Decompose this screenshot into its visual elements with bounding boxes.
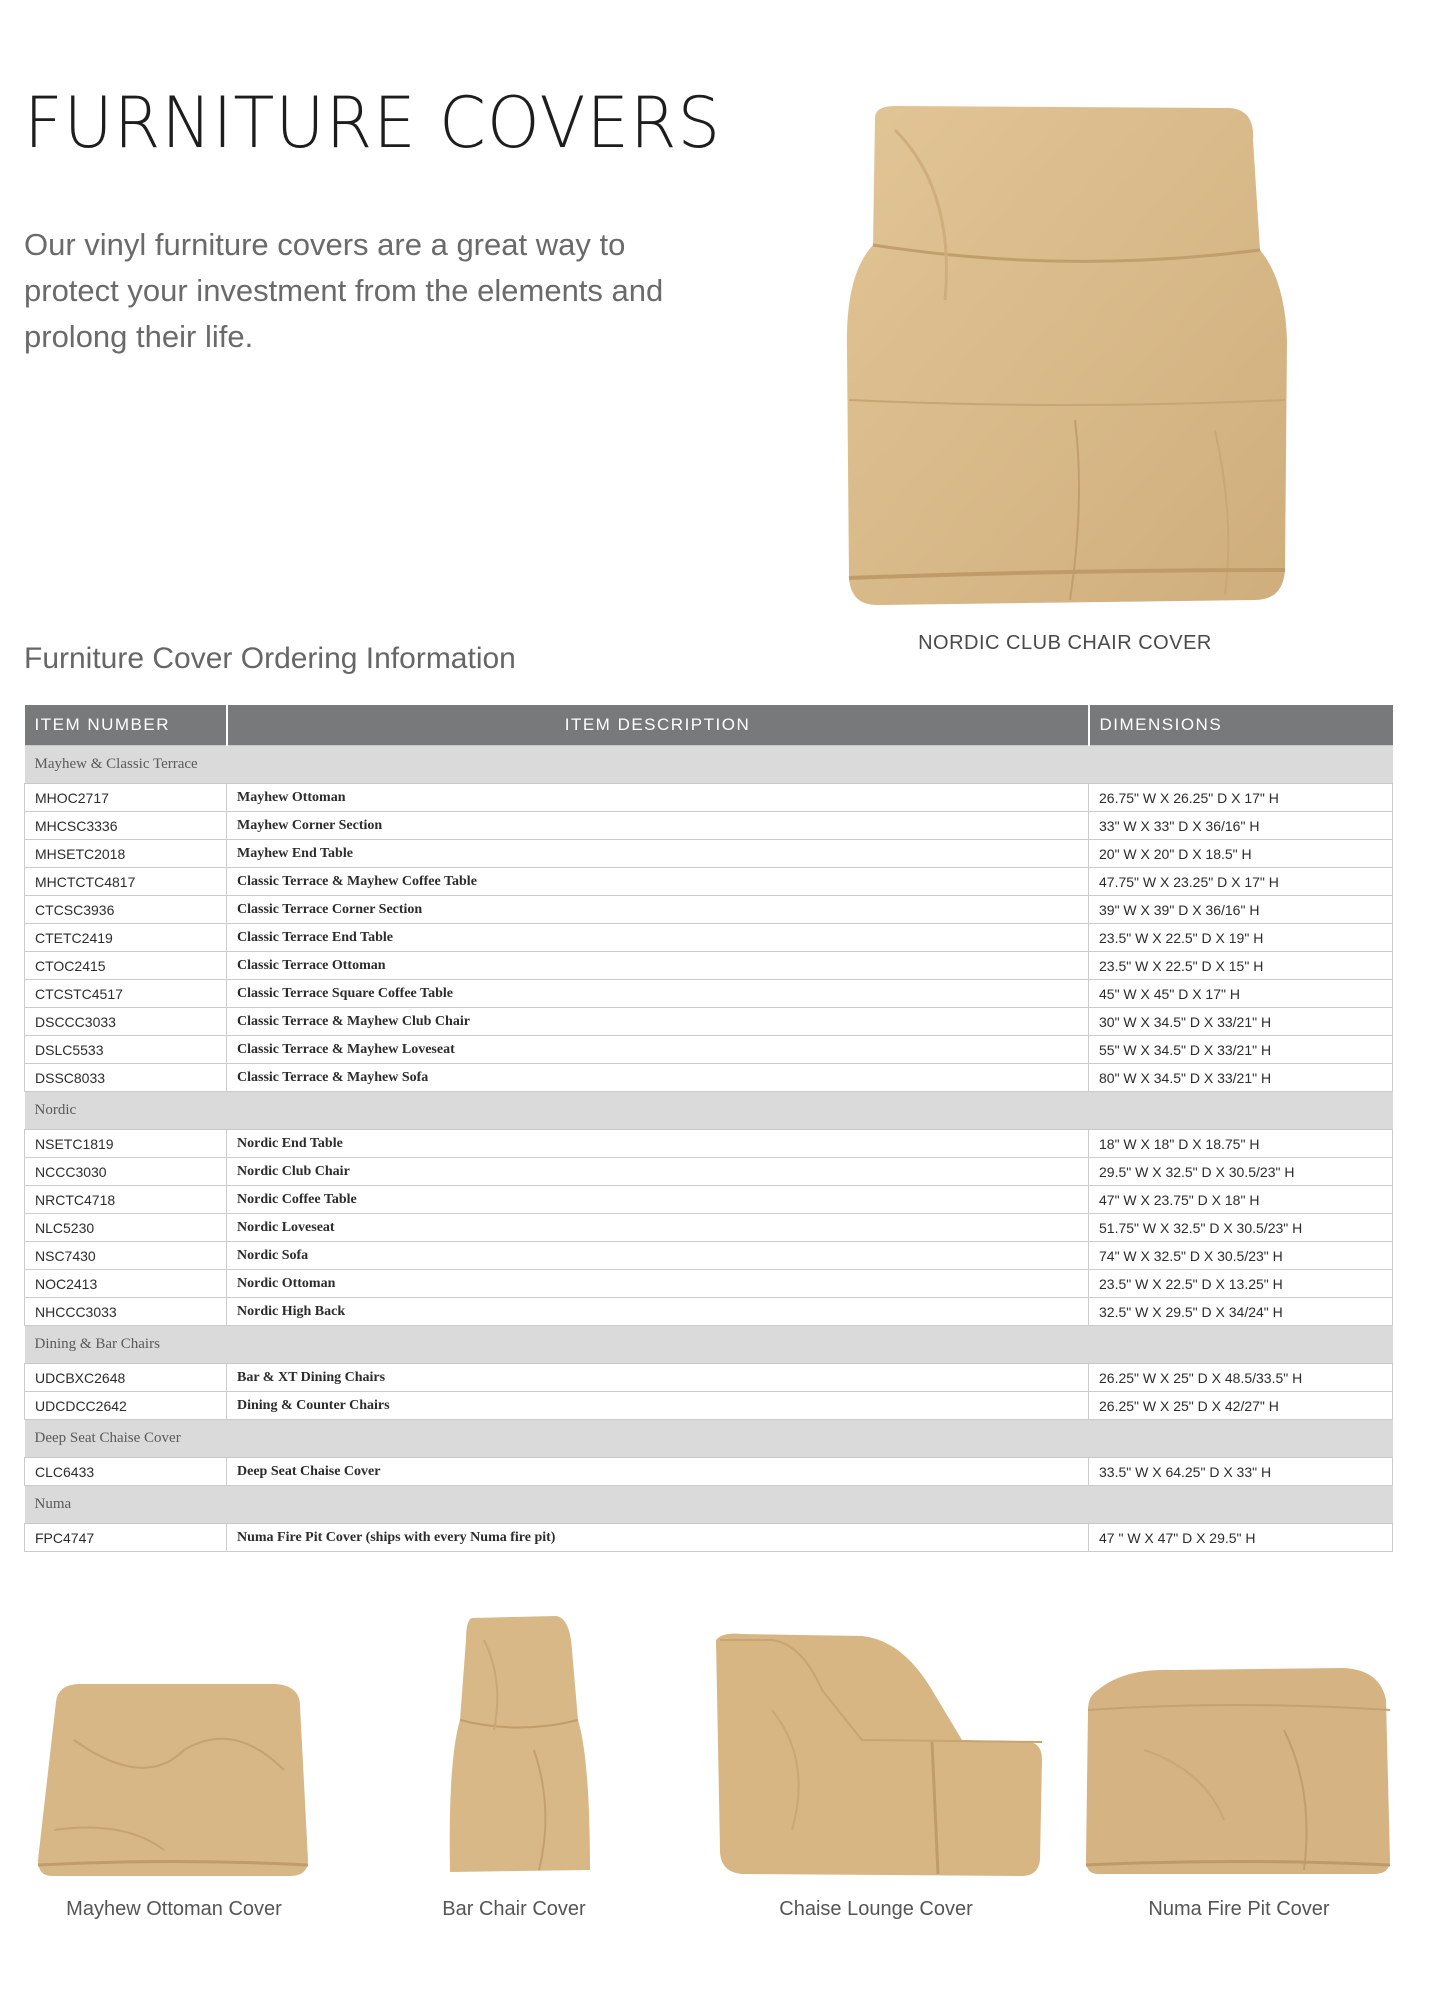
item-number-cell: CTCSC3936 — [25, 896, 227, 924]
chaise-lounge-cover-image — [712, 1630, 1046, 1880]
category-label: Nordic — [25, 1092, 1393, 1130]
item-number-cell: CTOC2415 — [25, 952, 227, 980]
item-number-cell: CLC6433 — [25, 1458, 227, 1486]
category-label: Numa — [25, 1486, 1393, 1524]
item-number-cell: NCCC3030 — [25, 1158, 227, 1186]
table-row — [25, 1298, 1393, 1326]
item-description-cell: Classic Terrace End Table — [227, 924, 1089, 952]
table-row — [25, 784, 1393, 812]
item-number-cell: DSLC5533 — [25, 1036, 227, 1064]
dimensions-cell: 18" W X 18" D X 18.75" H — [1089, 1130, 1393, 1158]
dimensions-cell: 39" W X 39" D X 36/16" H — [1089, 896, 1393, 924]
item-description-cell: Mayhew Corner Section — [227, 812, 1089, 840]
category-row — [25, 746, 1393, 784]
table-row — [25, 952, 1393, 980]
dimensions-cell: 23.5" W X 22.5" D X 13.25" H — [1089, 1270, 1393, 1298]
item-number-cell: MHCTCTC4817 — [25, 868, 227, 896]
product-caption: Bar Chair Cover — [442, 1898, 586, 1920]
dimensions-cell: 74" W X 32.5" D X 30.5/23" H — [1089, 1242, 1393, 1270]
table-row — [25, 1214, 1393, 1242]
column-header-dimensions: DIMENSIONS — [1089, 705, 1393, 746]
page-title: FURNITURE COVERS — [24, 82, 722, 164]
item-description-cell: Classic Terrace & Mayhew Club Chair — [227, 1008, 1089, 1036]
dimensions-cell: 55" W X 34.5" D X 33/21" H — [1089, 1036, 1393, 1064]
table-row — [25, 896, 1393, 924]
table-row — [25, 1064, 1393, 1092]
item-description-cell: Nordic Sofa — [227, 1242, 1089, 1270]
item-description-cell: Nordic High Back — [227, 1298, 1089, 1326]
item-description-cell: Nordic Loveseat — [227, 1214, 1089, 1242]
item-number-cell: NLC5230 — [25, 1214, 227, 1242]
category-row — [25, 1486, 1393, 1524]
intro-paragraph: Our vinyl furniture covers are a great way to protect your investment from the elements and prolong their life. — [24, 227, 664, 354]
table-row — [25, 1392, 1393, 1420]
item-number-cell: NHCCC3033 — [25, 1298, 227, 1326]
column-header-item-number: ITEM NUMBER — [25, 705, 227, 746]
item-description-cell: Dining & Counter Chairs — [227, 1392, 1089, 1420]
item-number-cell: DSSC8033 — [25, 1064, 227, 1092]
table-row — [25, 1158, 1393, 1186]
dimensions-cell: 26.25" W X 25" D X 48.5/33.5" H — [1089, 1364, 1393, 1392]
table-row — [25, 1036, 1393, 1064]
category-row — [25, 1092, 1393, 1130]
item-number-cell: MHOC2717 — [25, 784, 227, 812]
ordering-table-body — [25, 746, 1393, 1552]
dimensions-cell: 80" W X 34.5" D X 33/21" H — [1089, 1064, 1393, 1092]
dimensions-cell: 30" W X 34.5" D X 33/21" H — [1089, 1008, 1393, 1036]
column-header-item-description: ITEM DESCRIPTION — [227, 705, 1089, 746]
product-caption: Mayhew Ottoman Cover — [66, 1898, 282, 1920]
item-description-cell: Nordic Ottoman — [227, 1270, 1089, 1298]
table-row — [25, 840, 1393, 868]
item-number-cell: MHCSC3336 — [25, 812, 227, 840]
table-row — [25, 812, 1393, 840]
dimensions-cell: 26.25" W X 25" D X 42/27" H — [1089, 1392, 1393, 1420]
item-description-cell: Classic Terrace Square Coffee Table — [227, 980, 1089, 1008]
item-number-cell: NSC7430 — [25, 1242, 227, 1270]
table-row — [25, 1458, 1393, 1486]
item-description-cell: Nordic Coffee Table — [227, 1186, 1089, 1214]
table-row — [25, 924, 1393, 952]
table-row — [25, 1270, 1393, 1298]
table-row — [25, 1524, 1393, 1552]
item-description-cell: Classic Terrace Ottoman — [227, 952, 1089, 980]
item-number-cell: MHSETC2018 — [25, 840, 227, 868]
item-description-cell: Classic Terrace Corner Section — [227, 896, 1089, 924]
item-number-cell: CTETC2419 — [25, 924, 227, 952]
dimensions-cell: 23.5" W X 22.5" D X 15" H — [1089, 952, 1393, 980]
item-number-cell: UDCDCC2642 — [25, 1392, 227, 1420]
category-row — [25, 1326, 1393, 1364]
category-label: Dining & Bar Chairs — [25, 1326, 1393, 1364]
dimensions-cell: 33" W X 33" D X 36/16" H — [1089, 812, 1393, 840]
item-description-cell: Mayhew End Table — [227, 840, 1089, 868]
table-row — [25, 1242, 1393, 1270]
item-number-cell: CTCSTC4517 — [25, 980, 227, 1008]
item-description-cell: Nordic Club Chair — [227, 1158, 1089, 1186]
table-row — [25, 868, 1393, 896]
dimensions-cell: 45" W X 45" D X 17" H — [1089, 980, 1393, 1008]
nordic-club-chair-cover-image — [835, 100, 1295, 620]
category-label: Deep Seat Chaise Cover — [25, 1420, 1393, 1458]
dimensions-cell: 26.75" W X 26.25" D X 17" H — [1089, 784, 1393, 812]
dimensions-cell: 47.75" W X 23.25" D X 17" H — [1089, 868, 1393, 896]
dimensions-cell: 47 " W X 47" D X 29.5" H — [1089, 1524, 1393, 1552]
item-description-cell: Classic Terrace & Mayhew Loveseat — [227, 1036, 1089, 1064]
table-row — [25, 1130, 1393, 1158]
dimensions-cell: 20" W X 20" D X 18.5" H — [1089, 840, 1393, 868]
item-number-cell: NRCTC4718 — [25, 1186, 227, 1214]
item-number-cell: NSETC1819 — [25, 1130, 227, 1158]
hero-caption: NORDIC CLUB CHAIR COVER — [918, 632, 1212, 654]
ordering-table — [24, 705, 1393, 1552]
bar-chair-cover-image — [444, 1610, 594, 1880]
category-row — [25, 1420, 1393, 1458]
item-description-cell: Classic Terrace & Mayhew Coffee Table — [227, 868, 1089, 896]
dimensions-cell: 51.75" W X 32.5" D X 30.5/23" H — [1089, 1214, 1393, 1242]
category-label: Mayhew & Classic Terrace — [25, 746, 1393, 784]
dimensions-cell: 33.5" W X 64.25" D X 33" H — [1089, 1458, 1393, 1486]
dimensions-cell: 32.5" W X 29.5" D X 34/24" H — [1089, 1298, 1393, 1326]
item-description-cell: Bar & XT Dining Chairs — [227, 1364, 1089, 1392]
product-gallery — [24, 1600, 1416, 1940]
item-number-cell: UDCBXC2648 — [25, 1364, 227, 1392]
table-row — [25, 1364, 1393, 1392]
item-description-cell: Nordic End Table — [227, 1130, 1089, 1158]
item-description-cell: Mayhew Ottoman — [227, 784, 1089, 812]
table-header-row — [25, 705, 1393, 746]
product-caption: Numa Fire Pit Cover — [1148, 1898, 1330, 1920]
item-description-cell: Classic Terrace & Mayhew Sofa — [227, 1064, 1089, 1092]
ordering-section-title: Furniture Cover Ordering Information — [24, 642, 516, 675]
table-row — [25, 1008, 1393, 1036]
dimensions-cell: 47" W X 23.75" D X 18" H — [1089, 1186, 1393, 1214]
dimensions-cell: 29.5" W X 32.5" D X 30.5/23" H — [1089, 1158, 1393, 1186]
table-row — [25, 980, 1393, 1008]
numa-fire-pit-cover-image — [1084, 1660, 1394, 1880]
item-number-cell: DSCCC3033 — [25, 1008, 227, 1036]
item-description-cell: Numa Fire Pit Cover (ships with every Numa fire pit) — [227, 1524, 1089, 1552]
product-caption: Chaise Lounge Cover — [779, 1898, 973, 1920]
table-row — [25, 1186, 1393, 1214]
item-number-cell: NOC2413 — [25, 1270, 227, 1298]
item-number-cell: FPC4747 — [25, 1524, 227, 1552]
item-description-cell: Deep Seat Chaise Cover — [227, 1458, 1089, 1486]
dimensions-cell: 23.5" W X 22.5" D X 19" H — [1089, 924, 1393, 952]
mayhew-ottoman-cover-image — [34, 1680, 314, 1880]
